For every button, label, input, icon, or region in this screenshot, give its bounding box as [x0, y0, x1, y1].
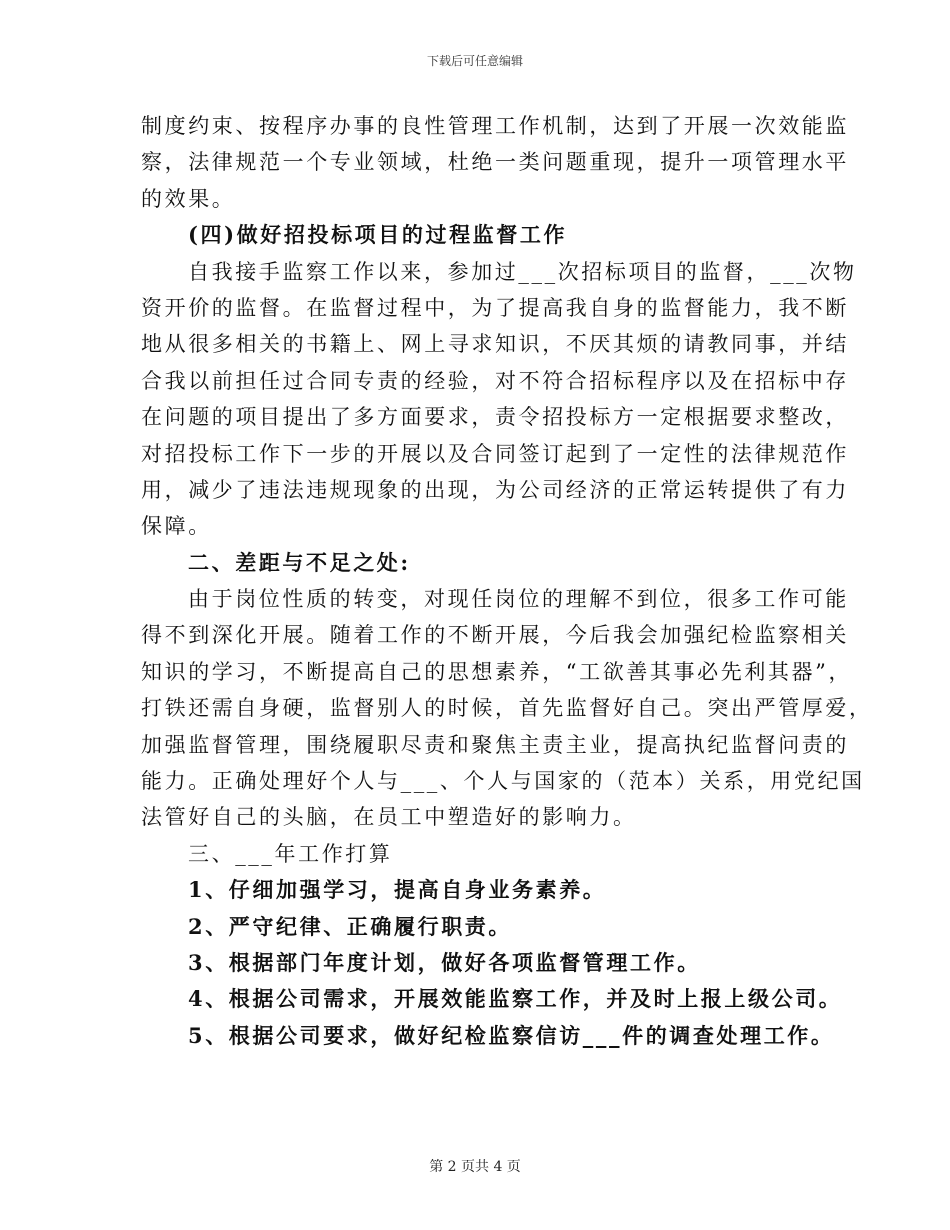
text-line: 对招投标工作下一步的开展以及合同签订起到了一定性的法律规范作	[141, 441, 849, 466]
text-line: 加强监督管理，围绕履职尽责和聚焦主责主业，提高执纪监督问责的	[141, 732, 849, 757]
section-heading: 三、___年工作打算	[188, 841, 393, 866]
text-line: 打铁还需自身硬，监督别人的时候，首先监督好自己。突出严管厚爱，	[141, 696, 873, 721]
text-line: 法管好自己的头脑，在员工中塑造好的影响力。	[141, 805, 637, 830]
text-line: 合我以前担任过合同专责的经验，对不符合招标程序以及在招标中存	[141, 368, 849, 393]
text-line: 保障。	[141, 514, 212, 539]
page-header: 下载后可任意编辑	[426, 54, 523, 68]
text-line: 用，减少了违法违规现象的出现，为公司经济的正常运转提供了有力	[141, 477, 849, 502]
text-line: 察，法律规范一个专业领域，杜绝一类问题重现，提升一项管理水平	[141, 150, 849, 175]
text-line: 在问题的项目提出了多方面要求，责令招投标方一定根据要求整改，	[141, 405, 849, 430]
text-line: 地从很多相关的书籍上、网上寻求知识，不厌其烦的请教同事，并结	[141, 332, 849, 357]
text-line: 由于岗位性质的转变，对现任岗位的理解不到位，很多工作可能	[188, 587, 849, 612]
text-line: 知识的学习，不断提高自己的思想素养，“工欲善其事必先利其器”，	[141, 659, 853, 684]
section-heading: (四)做好招投标项目的过程监督工作	[188, 222, 568, 248]
list-item: 1、仔细加强学习，提高自身业务素养。	[188, 877, 607, 903]
list-item: 5、根据公司要求，做好纪检监察信访___件的调查处理工作。	[188, 1022, 835, 1048]
list-item: 3、根据部门年度计划，做好各项监督管理工作。	[188, 949, 701, 975]
text-line: 得不到深化开展。随着工作的不断开展，今后我会加强纪检监察相关	[141, 623, 849, 648]
text-line: 能力。正确处理好个人与___、个人与国家的（范本）关系，用党纪国	[141, 769, 865, 794]
page-footer: 第 2 页共 4 页	[429, 1159, 521, 1175]
text-line: 的效果。	[141, 186, 236, 211]
section-heading: 二、差距与不足之处:	[188, 549, 411, 575]
text-line: 制度约束、按程序办事的良性管理工作机制，达到了开展一次效能监	[141, 114, 849, 138]
list-item: 4、根据公司需求，开展效能监察工作，并及时上报上级公司。	[188, 986, 843, 1012]
text-line: 资开价的监督。在监督过程中，为了提高我自身的监督能力，我不断	[141, 295, 849, 320]
list-item: 2、严守纪律、正确履行职责。	[188, 913, 513, 939]
text-line: 自我接手监察工作以来，参加过___次招标项目的监督，___次物	[188, 259, 857, 284]
document-body	[141, 108, 873, 1054]
